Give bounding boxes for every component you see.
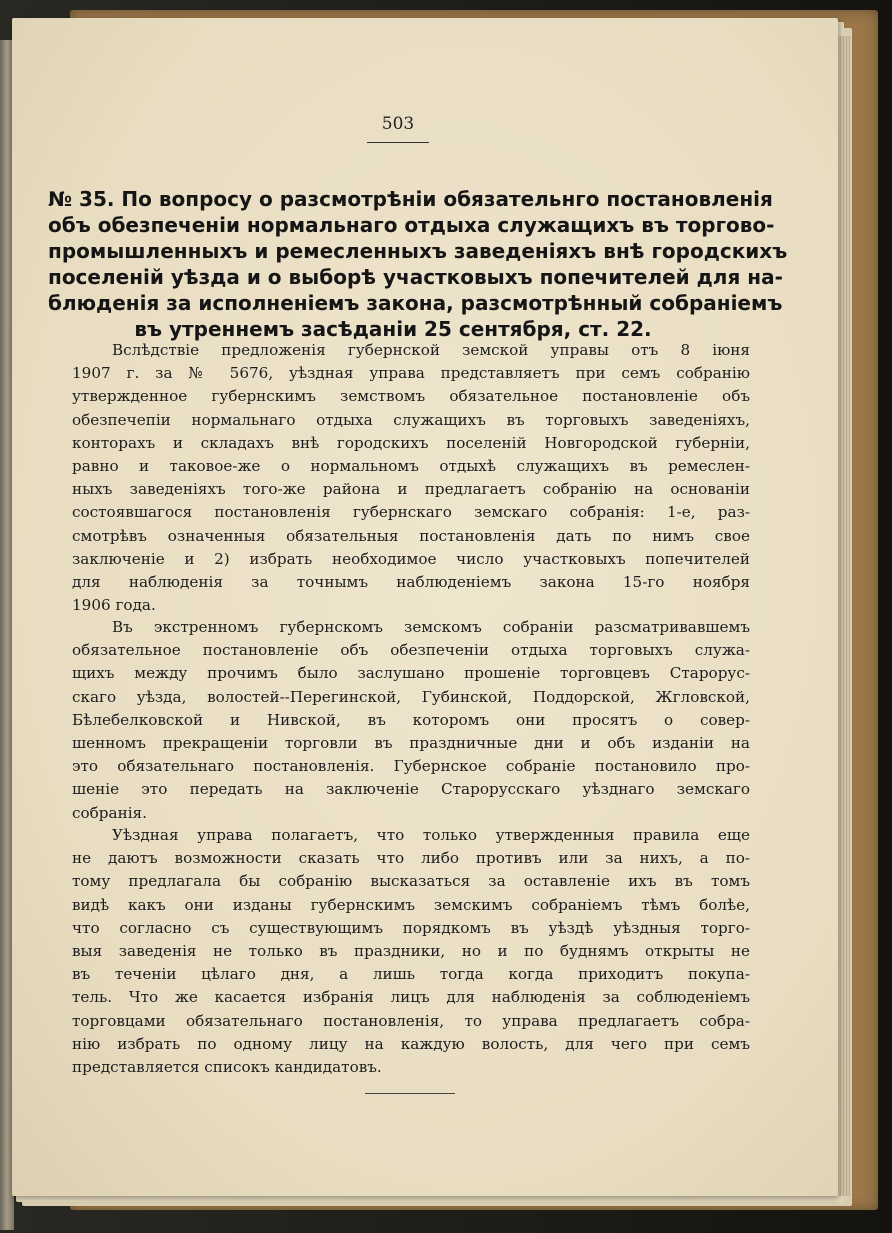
text-line: Уѣздная управа полагаетъ, что только утвержденныя правила еще	[112, 826, 750, 844]
text-line: равно и таковое-же о нормальномъ отдыхѣ служащихъ въ ремеслен-	[72, 457, 750, 476]
page-number-underline	[367, 142, 429, 143]
heading-line: блюденія за исполненіемъ закона, разсмотрѣнный собраніемъ	[48, 291, 783, 315]
text-line: представляется списокъ кандидатовъ.	[72, 1058, 382, 1077]
page-number: 503	[381, 114, 415, 134]
text-line: смотрѣвъ означенныя обязательныя постановленія дать по нимъ свое	[72, 526, 750, 545]
text-line: заключеніе и 2) избрать необходимое число участковыхъ попечителей	[72, 549, 750, 568]
text-line: нію избрать по одному лицу на каждую волость, для чего при семъ	[72, 1034, 750, 1053]
text-line: 1906 года.	[72, 596, 156, 615]
right-page-edges	[838, 36, 850, 1196]
text-line: торговцами обязательнаго постановленія, то управа предлагаетъ собра-	[72, 1011, 750, 1030]
text-line: что согласно съ существующимъ порядкомъ въ уѣздѣ уѣздныя торго-	[72, 918, 750, 937]
document-page	[12, 18, 838, 1196]
text-line: выя заведенія не только въ праздники, но и по буднямъ открыты не	[72, 942, 750, 961]
text-line: для наблюденія за точнымъ наблюденіемъ закона 15-го ноября	[72, 573, 750, 592]
text-line: ныхъ заведеніяхъ того-же района и предлагаетъ собранію на основаніи	[72, 480, 750, 499]
text-line: щихъ между прочимъ было заслушано прошеніе торговцевъ Старорус-	[72, 664, 750, 683]
paragraph	[72, 616, 750, 825]
text-line: шенномъ прекращеніи торговли въ праздничные дни и объ изданіи на	[72, 734, 750, 753]
text-line: въ теченіи цѣлаго дня, а лишь тогда когда приходитъ покупа-	[72, 965, 750, 984]
text-line: Вслѣдствіе предложенія губернской земской управы отъ 8 іюня	[112, 341, 750, 359]
section-end-rule	[365, 1093, 455, 1094]
text-line: обезпечепіи нормальнаго отдыха служащихъ въ торговыхъ заведеніяхъ,	[72, 410, 750, 429]
heading-line: объ обезпеченіи нормальнаго отдыха служащихъ въ торгово-	[48, 213, 775, 237]
text-line: обязательное постановленіе объ обезпеченіи отдыха торговыхъ служа-	[72, 641, 750, 660]
paragraph	[72, 824, 750, 1079]
text-line: состоявшагося постановленія губернскаго земскаго собранія: 1-е, раз-	[72, 503, 750, 522]
heading-line: № 35. По вопросу о разсмотрѣніи обязательнго постановленія	[48, 187, 773, 211]
text-line: не даютъ возможности сказать что либо противъ или за нихъ, а по-	[72, 849, 750, 868]
section-heading	[48, 186, 788, 342]
heading-line: въ утреннемъ засѣданіи 25 сентября, ст. 22.	[134, 317, 652, 341]
text-line: конторахъ и складахъ внѣ городскихъ поселеній Новгородской губерніи,	[72, 433, 750, 452]
text-line: тель. Что же касается избранія лицъ для наблюденія за соблюденіемъ	[72, 988, 750, 1007]
text-line: скаго уѣзда, волостей--Перегинской, Губинской, Поддорской, Жгловской,	[72, 687, 750, 706]
text-line: 1907 г. за № 5676, уѣздная управа представляетъ при семъ собранію	[72, 364, 750, 383]
heading-line: поселеній уѣзда и о выборѣ участковыхъ попечителей для на-	[48, 265, 783, 289]
text-line: утвержденное губернскимъ земствомъ обязательное постановленіе объ	[72, 387, 750, 406]
text-line: это обязательнаго постановленія. Губернское собраніе постановило про-	[72, 757, 750, 776]
text-line: Въ экстренномъ губернскомъ земскомъ собраніи разсматривавшемъ	[112, 618, 750, 636]
paragraph	[72, 339, 750, 617]
text-line: видѣ какъ они изданы губернскимъ земскимъ собраніемъ тѣмъ болѣе,	[72, 895, 750, 914]
text-line: собранія.	[72, 803, 147, 822]
text-line: тому предлагала бы собранію высказаться за оставленіе ихъ въ томъ	[72, 872, 750, 891]
heading-line: промышленныхъ и ремесленныхъ заведеніяхъ внѣ городскихъ	[48, 239, 788, 263]
text-line: Бѣлебелковской и Нивской, въ которомъ они просятъ о совер-	[72, 710, 750, 729]
text-line: шеніе это передать на заключеніе Старорусскаго уѣзднаго земскаго	[72, 780, 750, 799]
